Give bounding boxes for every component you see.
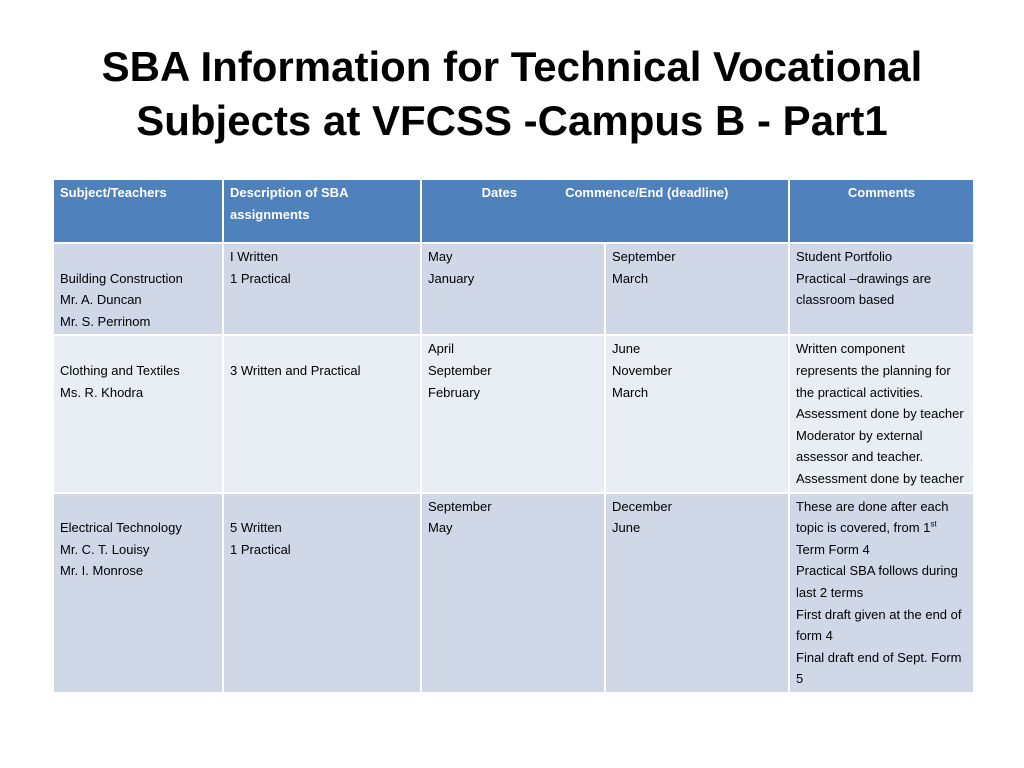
cell-description-line: 1 Practical xyxy=(230,541,291,557)
cell-subject-teachers xyxy=(53,335,223,492)
cell-comments-line xyxy=(796,496,967,561)
cell-description xyxy=(223,335,421,492)
cell-subject-teachers-line: Ms. R. Khodra xyxy=(60,384,144,400)
cell-comments-line: Student Portfolio xyxy=(796,249,893,264)
cell-description-line: I Written xyxy=(230,249,279,264)
sba-table xyxy=(52,178,975,694)
slide-title-line-1: SBA Information for Technical Vocational xyxy=(101,43,923,90)
cell-comments-line: First draft given at the end of form 4 xyxy=(796,606,962,644)
cell-comments-line: Assessment done by teacher xyxy=(796,470,964,486)
cell-subject-teachers-line: Mr. A. Duncan xyxy=(60,292,142,308)
cell-comments xyxy=(789,243,974,335)
header-dates-sub: Commence/End (deadline) xyxy=(565,185,729,200)
cell-subject-teachers-line: Mr. S. Perrinom xyxy=(60,313,151,329)
cell-end-deadline-line: November xyxy=(612,362,672,378)
cell-comments-line: Moderator by external assessor and teacher. xyxy=(796,427,924,465)
cell-end-deadline-line: June xyxy=(612,341,641,357)
cell-subject-teachers-line: Building Construction xyxy=(60,270,183,286)
table-header-row xyxy=(53,179,974,243)
cell-commence-line: January xyxy=(428,270,475,286)
cell-comments xyxy=(789,493,974,693)
ordinal-superscript: st xyxy=(930,519,937,529)
cell-description xyxy=(223,493,421,693)
cell-subject-teachers-line: Electrical Technology xyxy=(60,520,182,536)
slide-title xyxy=(40,40,984,148)
cell-commence-line: May xyxy=(428,520,453,536)
cell-commence-line: April xyxy=(428,341,455,357)
cell-description-line: 5 Written xyxy=(230,520,282,536)
cell-subject-teachers-line xyxy=(60,246,216,268)
cell-description xyxy=(223,243,421,335)
cell-description-line xyxy=(230,496,414,518)
cell-comments-line: Practical –drawings are classroom based xyxy=(796,270,932,308)
cell-subject-teachers-line: Mr. C. T. Louisy xyxy=(60,541,150,557)
cell-subject-teachers-line xyxy=(60,338,216,360)
cell-comments-line: Written component represents the planning for the practical activities. xyxy=(796,341,951,400)
cell-subject-teachers xyxy=(53,243,223,335)
header-description: Description of SBA assignments xyxy=(223,179,421,243)
cell-subject-teachers-line xyxy=(60,496,216,518)
cell-end-deadline-line: June xyxy=(612,520,641,536)
cell-end-deadline xyxy=(605,335,789,492)
table-row xyxy=(53,243,974,335)
header-dates-label: Dates xyxy=(481,185,518,200)
comment-text: Term Form 4 xyxy=(796,541,870,557)
cell-end-deadline xyxy=(605,493,789,693)
header-dates xyxy=(421,179,789,243)
cell-commence-line: September xyxy=(428,498,492,514)
cell-subject-teachers-line: Mr. I. Monrose xyxy=(60,563,144,579)
cell-comments-line: Final draft end of Sept. Form 5 xyxy=(796,649,962,687)
cell-comments-line: Practical SBA follows during last 2 terms xyxy=(796,563,958,600)
cell-end-deadline-line: September xyxy=(612,249,676,264)
cell-comments-line: Assessment done by teacher xyxy=(796,406,964,422)
cell-commence-line: September xyxy=(428,362,492,378)
cell-end-deadline-line: December xyxy=(612,498,672,514)
cell-commence-line: February xyxy=(428,384,481,400)
cell-description-line: 1 Practical xyxy=(230,270,291,286)
cell-commence-line: May xyxy=(428,249,453,264)
comment-text: These are done after each topic is covered, from 1 xyxy=(796,498,949,536)
cell-subject-teachers xyxy=(53,493,223,693)
cell-commence xyxy=(421,493,605,693)
header-subject-teachers: Subject/Teachers xyxy=(53,179,223,243)
table-row xyxy=(53,493,974,693)
cell-end-deadline xyxy=(605,243,789,335)
cell-comments xyxy=(789,335,974,492)
cell-subject-teachers-line: Clothing and Textiles xyxy=(60,362,180,378)
slide-title-line-2: Subjects at VFCSS -Campus B - Part1 xyxy=(136,97,888,144)
header-comments: Comments xyxy=(789,179,974,243)
table-row xyxy=(53,335,974,492)
cell-commence xyxy=(421,243,605,335)
cell-description-line: 3 Written and Practical xyxy=(230,362,361,378)
cell-end-deadline-line: March xyxy=(612,384,649,400)
cell-commence xyxy=(421,335,605,492)
cell-end-deadline-line: March xyxy=(612,270,649,286)
cell-description-line xyxy=(230,338,414,360)
